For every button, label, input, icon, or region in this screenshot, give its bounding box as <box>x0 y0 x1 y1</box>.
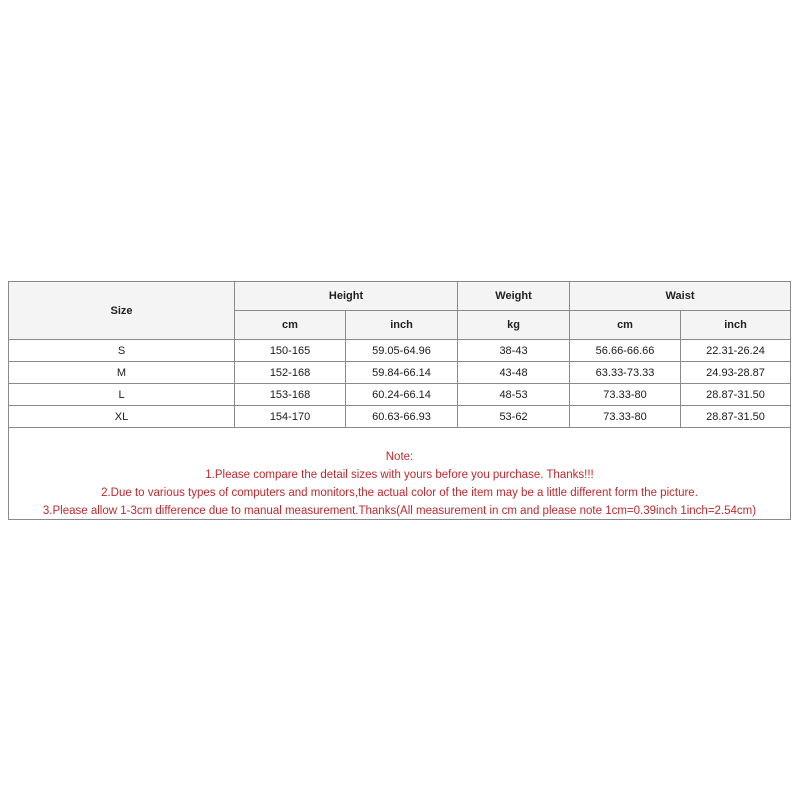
size-table <box>8 281 791 428</box>
size-chart <box>8 281 791 520</box>
header-waist-inch: inch <box>681 311 791 340</box>
cell-height-cm: 150-165 <box>235 340 346 362</box>
cell-waist-inch: 28.87-31.50 <box>681 384 791 406</box>
cell-height-inch: 59.84-66.14 <box>346 362 458 384</box>
header-height-inch: inch <box>346 311 458 340</box>
cell-weight-kg: 53-62 <box>458 406 570 428</box>
cell-waist-cm: 63.33-73.33 <box>570 362 681 384</box>
table-row <box>9 362 791 384</box>
cell-height-cm: 153-168 <box>235 384 346 406</box>
cell-height-cm: 154-170 <box>235 406 346 428</box>
cell-waist-cm: 73.33-80 <box>570 384 681 406</box>
cell-size: S <box>9 340 235 362</box>
cell-waist-cm: 73.33-80 <box>570 406 681 428</box>
header-height: Height <box>235 282 458 311</box>
cell-weight-kg: 48-53 <box>458 384 570 406</box>
header-height-cm: cm <box>235 311 346 340</box>
cell-height-inch: 59.05-64.96 <box>346 340 458 362</box>
header-weight: Weight <box>458 282 570 311</box>
cell-height-inch: 60.24-66.14 <box>346 384 458 406</box>
cell-weight-kg: 38-43 <box>458 340 570 362</box>
cell-height-inch: 60.63-66.93 <box>346 406 458 428</box>
header-size: Size <box>9 282 235 340</box>
header-waist: Waist <box>570 282 791 311</box>
notes-section <box>9 428 790 520</box>
cell-size: M <box>9 362 235 384</box>
note-line-1: 1.Please compare the detail sizes with yours before you purchase. Thanks!!! <box>205 469 594 481</box>
header-waist-cm: cm <box>570 311 681 340</box>
header-weight-kg: kg <box>458 311 570 340</box>
table-row <box>9 406 791 428</box>
cell-height-cm: 152-168 <box>235 362 346 384</box>
cell-size: XL <box>9 406 235 428</box>
note-line-3: 3.Please allow 1-3cm difference due to manual measurement.Thanks(All measurement in cm and please note 1cm=0.39inch 1inch=2.54cm) <box>42 505 757 517</box>
table-row <box>9 384 791 406</box>
cell-waist-cm: 56.66-66.66 <box>570 340 681 362</box>
cell-weight-kg: 43-48 <box>458 362 570 384</box>
cell-waist-inch: 24.93-28.87 <box>681 362 791 384</box>
note-title: Note: <box>385 451 414 463</box>
cell-waist-inch: 22.31-26.24 <box>681 340 791 362</box>
cell-size: L <box>9 384 235 406</box>
note-line-2: 2.Due to various types of computers and monitors,the actual color of the item may be a little different form the picture. <box>101 487 698 499</box>
cell-waist-inch: 28.87-31.50 <box>681 406 791 428</box>
table-row <box>9 340 791 362</box>
